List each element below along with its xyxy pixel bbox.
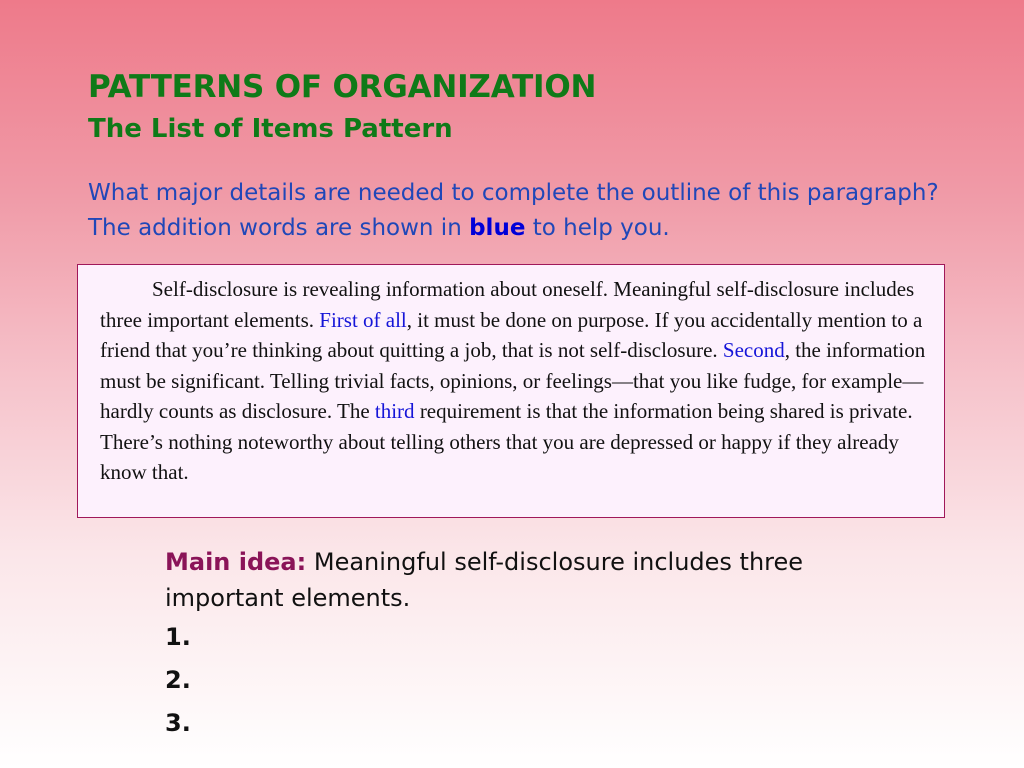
question-text-end: to help you. bbox=[525, 215, 670, 241]
question-highlight-word: blue bbox=[469, 215, 526, 241]
passage-text: Self-disclosure is revealing information about oneself. Meaningful self-disclosure includes three important elements. bbox=[100, 277, 915, 332]
outline-item-3: 3. bbox=[165, 709, 191, 737]
slide-title: PATTERNS OF ORGANIZATION bbox=[88, 69, 597, 105]
addition-word-second: Second bbox=[722, 338, 785, 362]
slide-subtitle: The List of Items Pattern bbox=[88, 114, 453, 144]
addition-word-third: third bbox=[374, 399, 415, 423]
passage-text: requirement is that the information being shared is private. There’s nothing noteworthy about telling others that you are depressed or happy if they already know that. bbox=[100, 399, 913, 484]
passage-paragraph bbox=[100, 274, 930, 488]
passage-box bbox=[77, 264, 945, 518]
passage-text: , the information must be significant. Telling trivial facts, opinions, or feelings—that you like fudge, for example—hardly counts as disclosure. The bbox=[100, 338, 926, 423]
outline-item-2: 2. bbox=[165, 666, 191, 694]
question-text bbox=[88, 176, 968, 246]
main-idea-label: Main idea: bbox=[165, 548, 307, 576]
main-idea bbox=[165, 544, 925, 616]
main-idea-text: Meaningful self-disclosure includes three important elements. bbox=[165, 548, 804, 612]
outline bbox=[165, 544, 925, 745]
outline-item-1: 1. bbox=[165, 623, 191, 651]
passage-text: , it must be done on purpose. If you accidentally mention to a friend that you’re thinking about quitting a job, that is not self-disclosure. bbox=[100, 307, 923, 362]
question-text-start: What major details are needed to complete the outline of this paragraph? The addition words are shown in bbox=[88, 180, 939, 241]
addition-word-first: First of all bbox=[319, 307, 407, 332]
